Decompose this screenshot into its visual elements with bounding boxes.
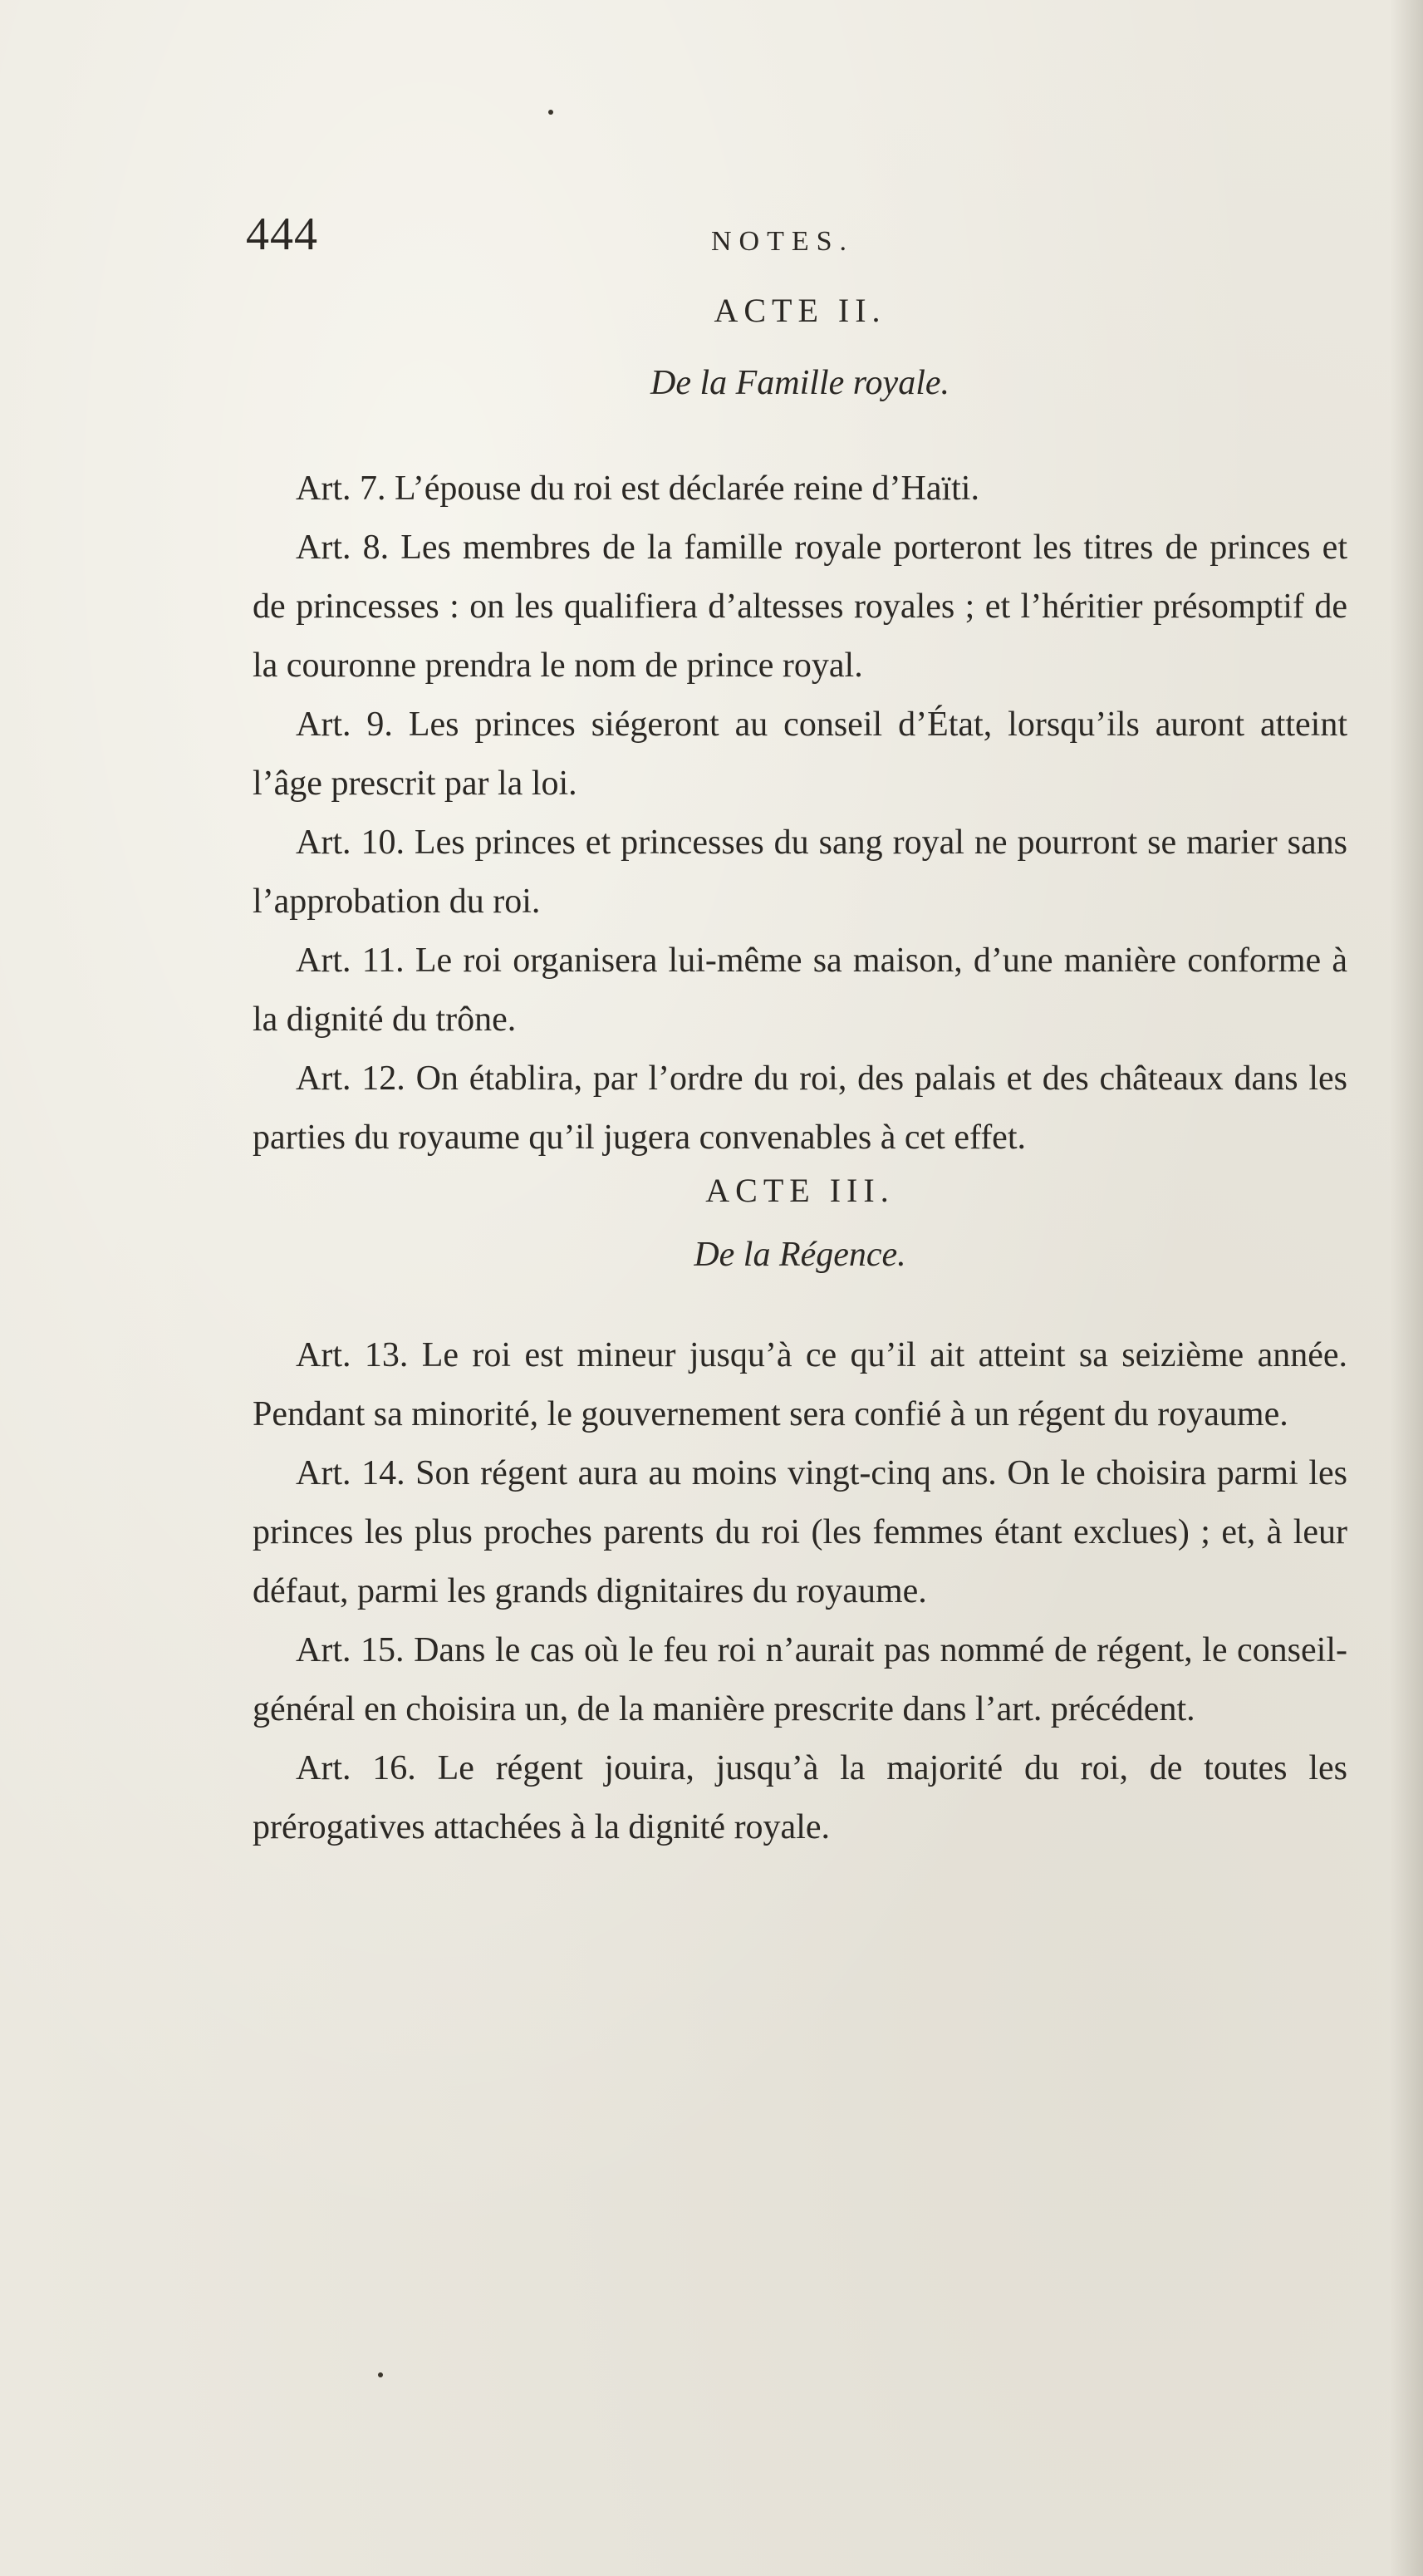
article-10: Art. 10. Les princes et princesses du sang royal ne pourront se marier sans l’approbation du roi. bbox=[253, 823, 1347, 921]
page-header bbox=[246, 208, 1351, 274]
article-8: Art. 8. Les membres de la famille royale porteront les titres de princes et de princesses : on les qualifiera d’altesses royales ; et l’héritier présomptif de la couronne prendra le nom de prince royal. bbox=[253, 528, 1347, 685]
section-acte-ii bbox=[253, 291, 1347, 1168]
article-7: Art. 7. L’épouse du roi est déclarée reine d’Haïti. bbox=[296, 469, 979, 508]
article-11: Art. 11. Le roi organisera lui-même sa maison, d’une manière conforme à la dignité du trône. bbox=[253, 941, 1347, 1039]
page-edge-shadow bbox=[1390, 0, 1423, 2576]
body-text bbox=[253, 291, 1347, 1857]
section-subtitle: De la Famille royale. bbox=[650, 364, 949, 402]
page-number: 444 bbox=[246, 209, 318, 260]
section-acte-iii bbox=[253, 1171, 1347, 1857]
section-title: ACTE III. bbox=[705, 1172, 895, 1209]
article-16: Art. 16. Le régent jouira, jusqu’à la majorité du roi, de toutes les prérogatives attachées à la dignité royale. bbox=[253, 1749, 1347, 1846]
article-list bbox=[253, 460, 1347, 1168]
section-title: ACTE II. bbox=[714, 292, 886, 329]
article-12: Art. 12. On établira, par l’ordre du roi, des palais et des châteaux dans les parties du royaume qu’il jugera convenables à cet effet. bbox=[253, 1059, 1347, 1157]
running-head: NOTES. bbox=[711, 226, 855, 257]
paper-speck bbox=[548, 110, 553, 115]
article-13: Art. 13. Le roi est mineur jusqu’à ce qu’il ait atteint sa seizième année. Pendant sa minorité, le gouvernement sera confié à un régent du royaume. bbox=[253, 1336, 1347, 1433]
article-14: Art. 14. Son régent aura au moins vingt-cinq ans. On le choisira parmi les princes les plus proches parents du roi (les femmes étant exclues) ; et, à leur défaut, parmi les grands dignitaires du royaume. bbox=[253, 1454, 1347, 1610]
paper-speck bbox=[378, 2372, 383, 2377]
section-subtitle: De la Régence. bbox=[694, 1236, 906, 1274]
article-15: Art. 15. Dans le cas où le feu roi n’aurait pas nommé de régent, le conseil-général en choisira un, de la manière prescrite dans l’art. précédent. bbox=[253, 1631, 1347, 1728]
article-9: Art. 9. Les princes siégeront au conseil d’État, lorsqu’ils auront atteint l’âge prescrit par la loi. bbox=[253, 705, 1347, 803]
article-list bbox=[253, 1326, 1347, 1857]
